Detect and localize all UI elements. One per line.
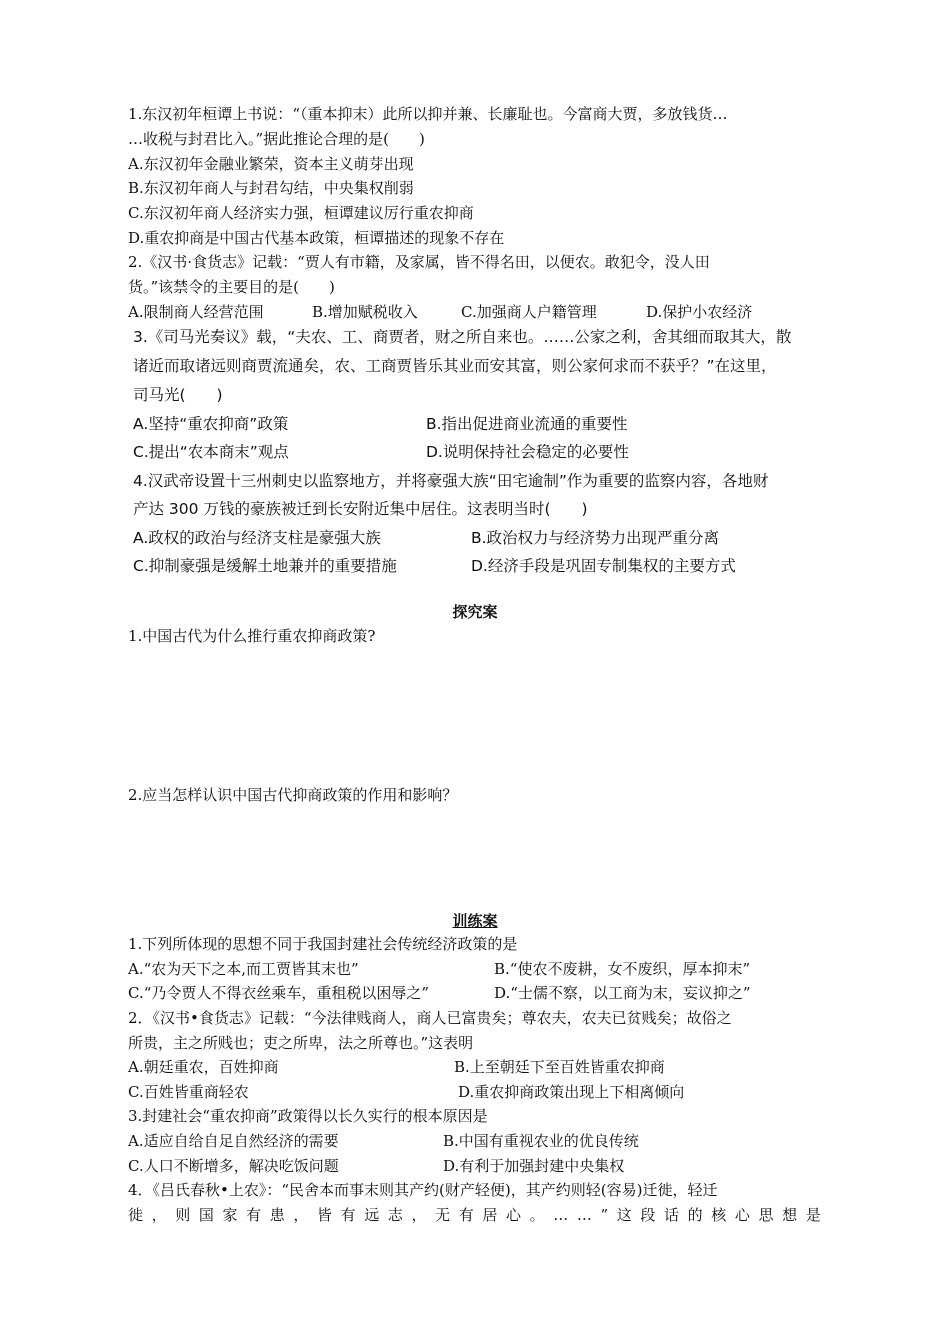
- training-q2-option-d: D.重农抑商政策出现上下相离倾向: [458, 1083, 685, 1101]
- training-q1-option-c: C.“乃令贾人不得衣丝乘车，重租税以困辱之”: [128, 984, 430, 1002]
- preview-q3-option-d: D.说明保持社会稳定的必要性: [426, 443, 629, 461]
- training-q4-line2-justified: [128, 1205, 821, 1225]
- training-q4-line2-char: 患: [269, 1206, 285, 1224]
- training-q4-line2-char: ”: [600, 1206, 609, 1224]
- training-q4-line2-char: 想: [782, 1206, 798, 1224]
- training-q3-option-c: C.人口不断增多，解决吃饭问题: [128, 1157, 339, 1175]
- explore-q1: 1.中国古代为什么推行重农抑商政策?: [128, 627, 376, 645]
- training-q4-line2-char: 家: [222, 1206, 238, 1224]
- training-q2-option-c: C.百姓皆重商轻农: [128, 1083, 249, 1101]
- training-q4-line2-char: 话: [664, 1206, 680, 1224]
- training-q4-line2-char: …: [576, 1206, 592, 1224]
- training-q4-line2-char: 有: [246, 1206, 262, 1224]
- preview-q4-line1: 4.汉武帝设置十三州刺史以监察地方，并将豪强大族“田宅逾制”作为重要的监察内容，各地财: [133, 472, 769, 490]
- training-q3: 3.封建社会“重农抑商”政策得以长久实行的根本原因是: [128, 1107, 488, 1125]
- training-q4-line2-char: 有: [458, 1206, 474, 1224]
- training-q4-line2-char: 无: [435, 1206, 451, 1224]
- training-q2-line1: 2．《汉书•食货志》记载：“今法律贱商人，商人已富贵矣；尊农夫，农夫已贫贱矣；故俗之: [128, 1009, 732, 1027]
- preview-q3-line2: 诸近而取诸远则商贾流通矣，农、工商贾皆乐其业而安其富，则公家何求而不获乎？”在这里，: [133, 357, 777, 375]
- preview-q4-option-d: D.经济手段是巩固专制集权的主要方式: [471, 557, 736, 575]
- preview-q4-option-b: B.政治权力与经济势力出现严重分离: [471, 529, 720, 547]
- training-q4-line2-char: 居: [482, 1206, 498, 1224]
- training-q2-option-a: A.朝廷重农，百姓抑商: [128, 1058, 279, 1076]
- training-q2-option-b: B.上至朝廷下至百姓皆重农抑商: [454, 1058, 665, 1076]
- training-q4-line2-char: 则: [175, 1206, 191, 1224]
- training-q4-line2-char: 有: [340, 1206, 356, 1224]
- training-q4-line2-char: ，: [411, 1206, 427, 1224]
- training-q4-line2-char: 是: [805, 1206, 821, 1224]
- training-q4-line2-char: 远: [364, 1206, 380, 1224]
- training-q1: 1.下列所体现的思想不同于我国封建社会传统经济政策的是: [128, 935, 518, 953]
- training-heading: 训练案: [452, 912, 498, 930]
- preview-q4-option-a: A.政权的政治与经济支柱是豪强大族: [133, 529, 381, 547]
- preview-q4-option-c: C.抑制豪强是缓解土地兼并的重要措施: [133, 557, 397, 575]
- preview-q2-line2: 货。”该禁令的主要目的是( ): [128, 278, 335, 296]
- preview-q2-line1: 2.《汉书·食货志》记载：“贾人有市籍，及家属，皆不得名田，以便农。敢犯令，没人田: [128, 253, 710, 271]
- training-q4-line1: 4．《吕氏春秋•上农》：“民舍本而事末则其产约(财产轻便)，其产约则轻(容易)迁徙，轻迁: [128, 1181, 718, 1199]
- training-q3-option-b: B.中国有重视农业的优良传统: [443, 1132, 639, 1150]
- training-q4-line2-char: 心: [734, 1206, 750, 1224]
- training-q4-line2-char: ，: [293, 1206, 309, 1224]
- training-q1-option-b: B.“使农不废耕，女不废织，厚本抑末”: [494, 960, 751, 978]
- training-q4-line2-char: 心: [506, 1206, 522, 1224]
- training-q4-line2-char: 思: [758, 1206, 774, 1224]
- training-q3-option-d: D.有利于加强封建中央集权: [443, 1157, 625, 1175]
- preview-q3-line1: 3.《司马光奏议》载，“夫农、工、商贾者，财之所自来也。……公家之利，舍其细而取其大，散: [133, 328, 792, 346]
- training-q4-line2-char: …: [553, 1206, 569, 1224]
- training-q4-line2-char: ，: [151, 1206, 167, 1224]
- training-q4-line2-char: 的: [687, 1206, 703, 1224]
- explore-q2: 2.应当怎样认识中国古代抑商政策的作用和影响？: [128, 786, 458, 804]
- preview-q1-option-b: B.东汉初年商人与封君勾结，中央集权削弱: [128, 179, 414, 197]
- training-q4-line2-char: 核: [711, 1206, 727, 1224]
- preview-q1-option-d: D.重农抑商是中国古代基本政策，桓谭描述的现象不存在: [128, 229, 505, 247]
- preview-q4-line2: 产达 300 万钱的豪族被迁到长安附近集中居住。这表明当时( ): [133, 500, 588, 518]
- training-q4-line2-char: 。: [529, 1206, 545, 1224]
- training-q3-option-a: A.适应自给自足自然经济的需要: [128, 1132, 339, 1150]
- training-q4-line2-char: 志: [387, 1206, 403, 1224]
- preview-q2-option-c: C.加强商人户籍管理: [461, 303, 597, 321]
- preview-q1-option-c: C.东汉初年商人经济实力强，桓谭建议厉行重农抑商: [128, 204, 474, 222]
- training-q4-line2-char: 皆: [317, 1206, 333, 1224]
- preview-q2-option-b: B.增加赋税收入: [312, 303, 418, 321]
- training-q4-line2-char: 徙: [128, 1206, 144, 1224]
- training-q1-option-d: D.“士儒不察，以工商为末，妄议抑之”: [494, 984, 751, 1002]
- training-q1-option-a: A.“农为天下之本,而工贾皆其末也”: [128, 960, 359, 978]
- preview-q3-option-a: A.坚持“重农抑商”政策: [133, 415, 289, 433]
- training-q4-line2-char: 国: [198, 1206, 214, 1224]
- training-q4-line2-char: 这: [616, 1206, 632, 1224]
- preview-q1-option-a: A.东汉初年金融业繁荣，资本主义萌芽出现: [128, 155, 414, 173]
- training-q4-line2-char: 段: [640, 1206, 656, 1224]
- preview-q1-line1: 1.东汉初年桓谭上书说：“（重本抑末）此所以抑并兼、长廉耻也。今富商大贾，多放钱货…: [128, 105, 728, 123]
- training-q2-line2: 所贵，主之所贱也；吏之所卑，法之所尊也。”这表明: [128, 1034, 474, 1052]
- preview-q3-line3: 司马光( ): [133, 386, 223, 404]
- preview-q2-option-a: A.限制商人经营范围: [128, 303, 264, 321]
- preview-q1-line2: …收税与封君比入。”据此推论合理的是( ): [128, 130, 425, 148]
- preview-q2-option-d: D.保护小农经济: [646, 303, 753, 321]
- explore-heading: 探究案: [452, 603, 498, 621]
- training-q4-line2: [128, 1205, 828, 1225]
- preview-q3-option-c: C.提出“农本商末”观点: [133, 443, 289, 461]
- preview-q3-option-b: B.指出促进商业流通的重要性: [426, 415, 628, 433]
